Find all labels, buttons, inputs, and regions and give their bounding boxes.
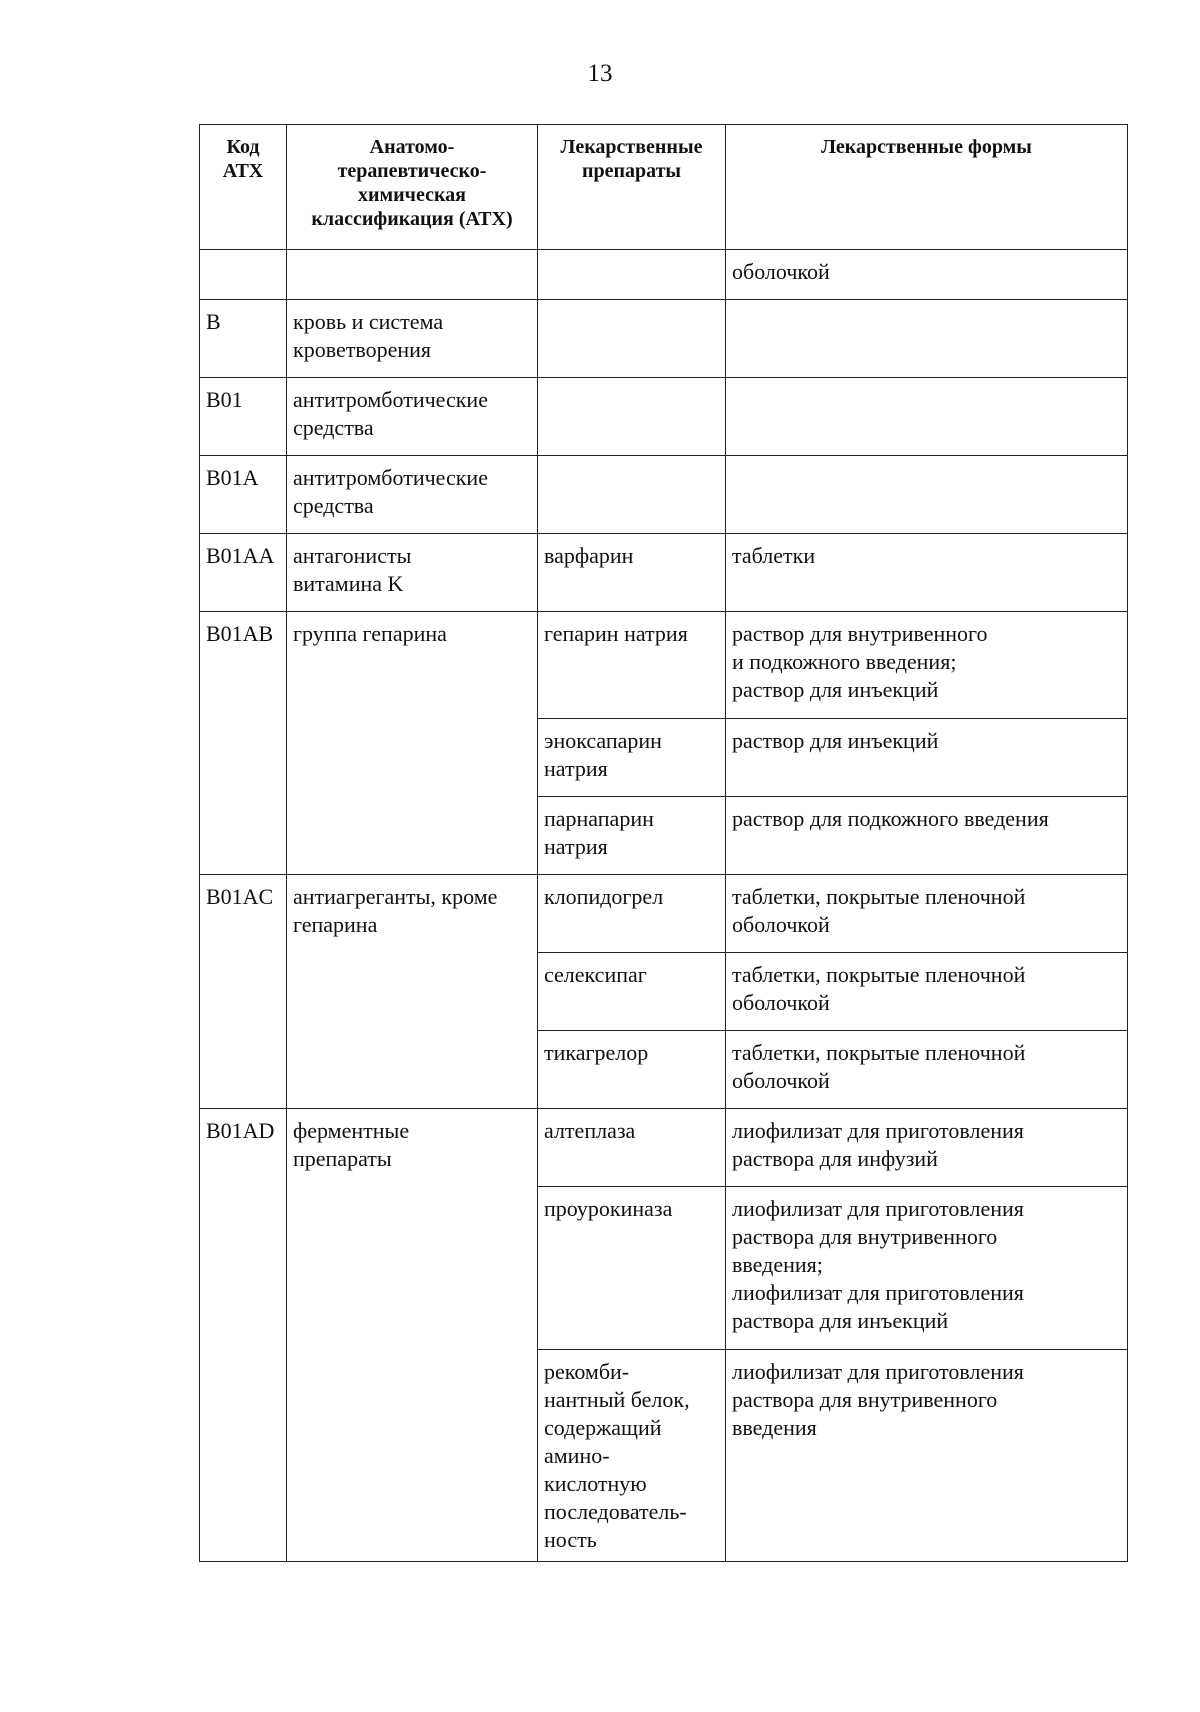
code-cell: B01A	[200, 456, 287, 534]
drug-cell: проурокиназа	[538, 1187, 726, 1350]
drug-cell: гепарин натрия	[538, 612, 726, 719]
form-cell: лиофилизат для приготовления раствора для внутривенного введения; лиофилизат для приготовления раствора для инъекций	[726, 1187, 1128, 1350]
classification-cell: антагонисты витамина K	[287, 534, 538, 612]
form-cell: раствор для внутривенного и подкожного введения; раствор для инъекций	[726, 612, 1128, 719]
form-cell: таблетки, покрытые пленочной оболочкой	[726, 953, 1128, 1031]
classification-cell: антиагреганты, кроме гепарина	[287, 875, 538, 1109]
table-row	[200, 378, 1128, 456]
drug-cell: парнапарин натрия	[538, 797, 726, 875]
atc-drug-table	[199, 124, 1128, 1562]
table-row	[200, 250, 1128, 300]
code-cell: B	[200, 300, 287, 378]
drug-cell	[538, 456, 726, 534]
form-cell: лиофилизат для приготовления раствора для внутривенного введения	[726, 1350, 1128, 1562]
table-row	[200, 300, 1128, 378]
code-cell: B01AD	[200, 1109, 287, 1562]
code-cell: B01AC	[200, 875, 287, 1109]
table-row	[200, 612, 1128, 719]
drug-cell: алтеплаза	[538, 1109, 726, 1187]
page-number: 13	[587, 60, 613, 87]
form-cell: таблетки	[726, 534, 1128, 612]
header-dosage-forms: Лекарственные формы	[726, 125, 1128, 250]
drug-cell: клопидогрел	[538, 875, 726, 953]
drug-cell	[538, 378, 726, 456]
drug-cell: варфарин	[538, 534, 726, 612]
form-cell: раствор для инъекций	[726, 719, 1128, 797]
form-cell: таблетки, покрытые пленочной оболочкой	[726, 1031, 1128, 1109]
drug-cell: рекомби- нантный белок, содержащий амино- кислотную последователь- ность	[538, 1350, 726, 1562]
classification-cell: антитромботические средства	[287, 456, 538, 534]
header-atc-code: Код АТХ	[200, 125, 287, 250]
form-cell	[726, 456, 1128, 534]
code-cell: B01AA	[200, 534, 287, 612]
table-row	[200, 534, 1128, 612]
form-cell	[726, 378, 1128, 456]
drug-cell: тикагрелор	[538, 1031, 726, 1109]
classification-cell: группа гепарина	[287, 612, 538, 875]
form-cell: таблетки, покрытые пленочной оболочкой	[726, 875, 1128, 953]
drug-cell: селексипаг	[538, 953, 726, 1031]
drug-cell: эноксапарин натрия	[538, 719, 726, 797]
code-cell: B01AB	[200, 612, 287, 875]
classification-cell: ферментные препараты	[287, 1109, 538, 1562]
header-drugs: Лекарственные препараты	[538, 125, 726, 250]
drug-cell	[538, 250, 726, 300]
header-atc-classification: Анатомо- терапевтическо- химическая классификация (АТХ)	[287, 125, 538, 250]
code-cell: B01	[200, 378, 287, 456]
table-header-row	[200, 125, 1128, 250]
form-cell: оболочкой	[726, 250, 1128, 300]
code-cell	[200, 250, 287, 300]
form-cell: лиофилизат для приготовления раствора для инфузий	[726, 1109, 1128, 1187]
drug-cell	[538, 300, 726, 378]
classification-cell: антитромботические средства	[287, 378, 538, 456]
form-cell	[726, 300, 1128, 378]
table-row	[200, 1109, 1128, 1187]
table-row	[200, 875, 1128, 953]
classification-cell	[287, 250, 538, 300]
classification-cell: кровь и система кроветворения	[287, 300, 538, 378]
table-row	[200, 456, 1128, 534]
form-cell: раствор для подкожного введения	[726, 797, 1128, 875]
